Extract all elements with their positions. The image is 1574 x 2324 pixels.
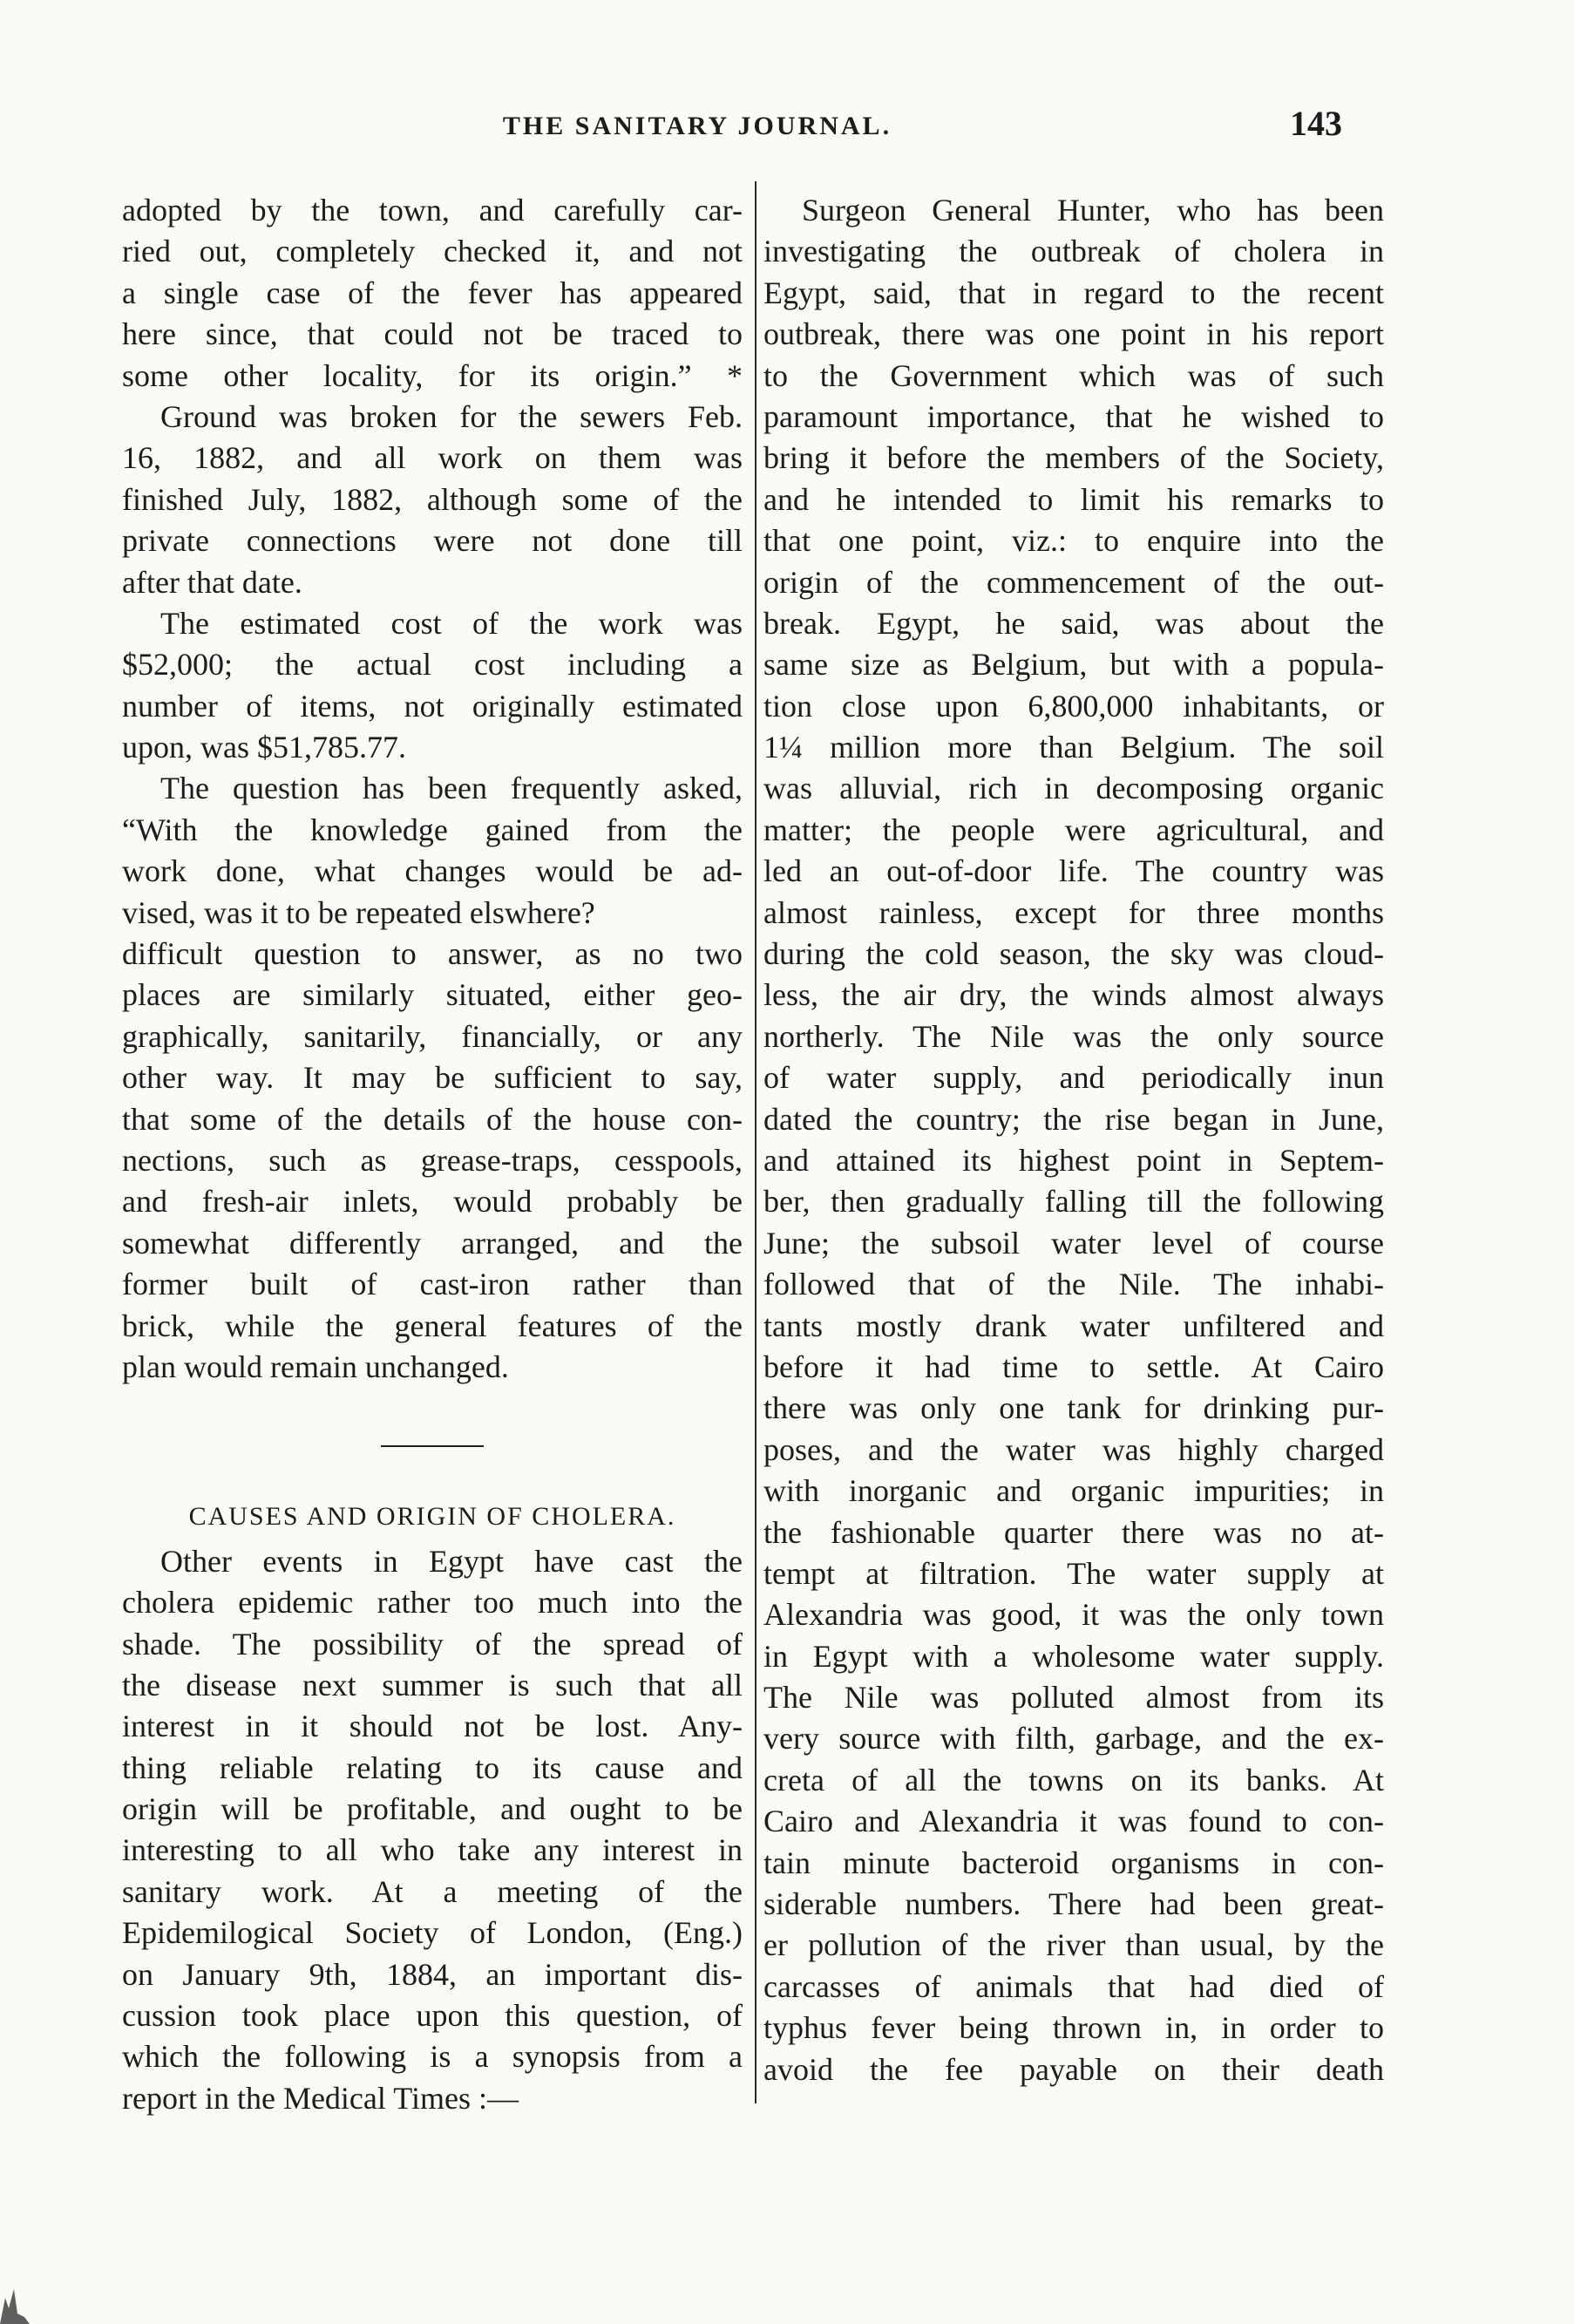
paragraph xyxy=(122,1541,743,2119)
text-line: $52,000; the actual cost including a xyxy=(122,647,743,683)
paragraph xyxy=(763,190,1384,2090)
text-line: nections, such as grease-traps, cesspools, xyxy=(122,1142,743,1178)
text-line: other way. It may be sufficient to say, xyxy=(122,1060,743,1096)
text-line: upon, was $51,785.77. xyxy=(122,730,406,765)
text-line: bring it before the members of the Society, xyxy=(763,440,1384,476)
text-line: on January 9th, 1884, an important dis- xyxy=(122,1956,743,1992)
text-line: difficult question to answer, as no two xyxy=(122,936,743,972)
text-line: the disease next summer is such that all xyxy=(122,1667,743,1702)
text-line: adopted by the town, and carefully car- xyxy=(122,193,743,228)
text-line: Alexandria was good, it was the only town xyxy=(763,1597,1384,1633)
text-line: Epidemilogical Society of London, (Eng.) xyxy=(122,1915,743,1951)
left-column xyxy=(122,190,743,2119)
text-line: 1¼ million more than Belgium. The soil xyxy=(763,730,1384,765)
text-line: here since, that could not be traced to xyxy=(122,316,743,352)
text-line: “With the knowledge gained from the xyxy=(122,812,743,847)
text-line: private connections were not done till xyxy=(122,523,743,559)
running-title: THE SANITARY JOURNAL. xyxy=(502,112,892,140)
text-line: matter; the people were agricultural, and xyxy=(763,812,1384,847)
text-line: led an out-of-door life. The country was xyxy=(763,853,1384,889)
column-divider xyxy=(755,181,756,2103)
text-line: report in the Medical Times :— xyxy=(122,2080,519,2116)
text-line: and fresh-air inlets, would probably be xyxy=(122,1184,743,1220)
text-line: poses, and the water was highly charged xyxy=(763,1431,1384,1467)
text-line: ried out, completely checked it, and not xyxy=(122,234,743,269)
paragraph xyxy=(122,768,743,1388)
text-line: northerly. The Nile was the only source xyxy=(763,1018,1384,1054)
text-line: to the Government which was of such xyxy=(763,357,1384,393)
text-line: avoid the fee payable on their death xyxy=(763,2051,1384,2087)
text-line: Cairo and Alexandria it was found to con- xyxy=(763,1804,1384,1839)
text-line: 16, 1882, and all work on them was xyxy=(122,440,743,476)
text-line: tants mostly drank water unfiltered and xyxy=(763,1308,1384,1343)
text-line: The question has been frequently asked, xyxy=(160,771,743,806)
text-line: sanitary work. At a meeting of the xyxy=(122,1873,743,1909)
paragraph xyxy=(122,603,743,769)
text-line: and he intended to limit his remarks to xyxy=(763,481,1384,517)
text-line: almost rainless, except for three months xyxy=(763,894,1384,930)
section-rule xyxy=(381,1445,484,1447)
text-line: former built of cast-iron rather than xyxy=(122,1267,743,1302)
text-line: The Nile was polluted almost from its xyxy=(763,1680,1384,1716)
text-line: during the cold season, the sky was cloud- xyxy=(763,936,1384,972)
section-heading: CAUSES AND ORIGIN OF CHOLERA. xyxy=(188,1502,676,1532)
text-line: and attained its highest point in Septem- xyxy=(763,1142,1384,1178)
paragraph xyxy=(122,397,743,603)
text-line: cholera epidemic rather too much into the xyxy=(122,1585,743,1621)
text-line: work done, what changes would be ad- xyxy=(122,853,743,889)
paragraph xyxy=(122,190,743,397)
text-line: less, the air dry, the winds almost always xyxy=(763,977,1384,1013)
text-line: er pollution of the river than usual, by the xyxy=(763,1927,1384,1963)
text-line: creta of all the towns on its banks. At xyxy=(763,1762,1384,1797)
page-header xyxy=(0,103,1574,155)
text-line: was alluvial, rich in decomposing organic xyxy=(763,771,1384,806)
page-edge-mark xyxy=(0,2246,35,2324)
text-line: investigating the outbreak of cholera in xyxy=(763,234,1384,269)
text-line: origin will be profitable, and ought to be xyxy=(122,1791,743,1827)
text-line: somewhat differently arranged, and the xyxy=(122,1225,743,1261)
text-line: number of items, not originally estimated xyxy=(122,688,743,724)
text-line: cussion took place upon this question, of xyxy=(122,1998,743,2034)
text-line: Egypt, said, that in regard to the recent xyxy=(763,275,1384,310)
text-line: outbreak, there was one point in his report xyxy=(763,316,1384,352)
text-line: that one point, viz.: to enquire into the xyxy=(763,523,1384,559)
text-line: of water supply, and periodically inun xyxy=(763,1060,1384,1096)
text-line: dated the country; the rise began in June, xyxy=(763,1101,1384,1137)
text-line: tion close upon 6,800,000 inhabitants, or xyxy=(763,688,1384,724)
text-line: Ground was broken for the sewers Feb. xyxy=(160,398,743,434)
text-line: June; the subsoil water level of course xyxy=(763,1225,1384,1261)
text-line: thing reliable relating to its cause and xyxy=(122,1750,743,1785)
text-line: break. Egypt, he said, was about the xyxy=(763,605,1384,641)
text-line: before it had time to settle. At Cairo xyxy=(763,1349,1384,1384)
text-line: the fashionable quarter there was no at- xyxy=(763,1514,1384,1550)
text-line: ber, then gradually falling till the following xyxy=(763,1184,1384,1220)
text-line: same size as Belgium, but with a popula- xyxy=(763,647,1384,683)
text-line: siderable numbers. There had been great- xyxy=(763,1886,1384,1922)
text-line: brick, while the general features of the xyxy=(122,1308,743,1343)
page-number: 143 xyxy=(1290,104,1342,143)
text-line: typhus fever being thrown in, in order to xyxy=(763,2010,1384,2046)
text-line: some other locality, for its origin.” * xyxy=(122,357,743,393)
text-line: a single case of the fever has appeared xyxy=(122,275,743,310)
text-line: there was only one tank for drinking pur- xyxy=(763,1390,1384,1426)
text-line: paramount importance, that he wished to xyxy=(763,398,1384,434)
text-line: tempt at filtration. The water supply at xyxy=(763,1555,1384,1591)
text-line: carcasses of animals that had died of xyxy=(763,1968,1384,2004)
text-line: vised, was it to be repeated elswhere? xyxy=(122,894,595,930)
text-line: finished July, 1882, although some of the xyxy=(122,481,743,517)
text-line: very source with filth, garbage, and the ex- xyxy=(763,1721,1384,1757)
text-line: followed that of the Nile. The inhabi- xyxy=(763,1267,1384,1302)
text-line: The estimated cost of the work was xyxy=(160,605,743,641)
text-line: tain minute bacteroid organisms in con- xyxy=(763,1845,1384,1880)
text-line: Other events in Egypt have cast the xyxy=(160,1543,743,1579)
text-line: after that date. xyxy=(122,564,302,600)
text-line: in Egypt with a wholesome water supply. xyxy=(763,1638,1384,1674)
text-line: Surgeon General Hunter, who has been xyxy=(802,193,1384,228)
text-line: plan would remain unchanged. xyxy=(122,1349,509,1384)
text-line: with inorganic and organic impurities; in xyxy=(763,1473,1384,1509)
right-column xyxy=(763,190,1384,2090)
text-line: graphically, sanitarily, financially, or any xyxy=(122,1018,743,1054)
text-line: origin of the commencement of the out- xyxy=(763,564,1384,600)
text-line: that some of the details of the house con- xyxy=(122,1101,743,1137)
text-line: interesting to all who take any interest in xyxy=(122,1832,743,1868)
text-line: interest in it should not be lost. Any- xyxy=(122,1709,743,1744)
text-line: shade. The possibility of the spread of xyxy=(122,1626,743,1661)
text-line: places are similarly situated, either geo- xyxy=(122,977,743,1013)
text-line: which the following is a synopsis from a xyxy=(122,2039,743,2075)
